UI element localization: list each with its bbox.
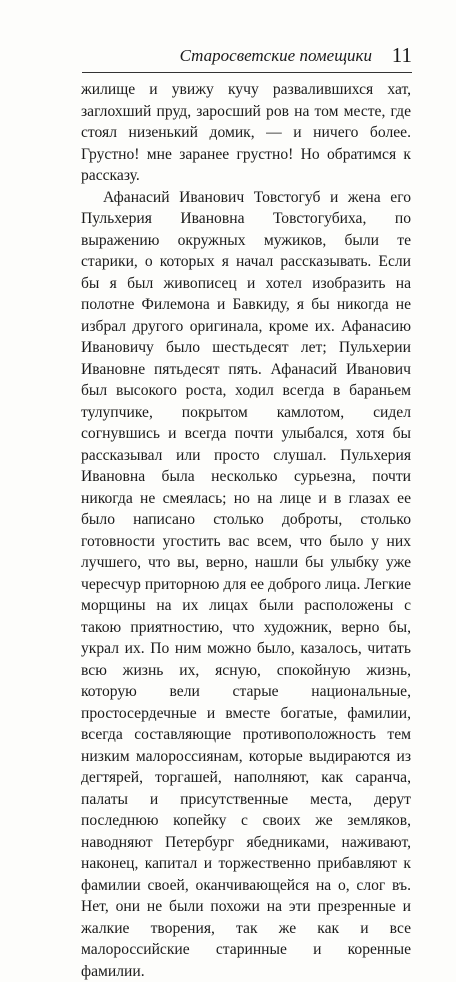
body-text xyxy=(81,79,411,982)
page-number: 11 xyxy=(392,43,412,68)
page-header xyxy=(82,40,412,73)
paragraph-continuation: жилище и увижу кучу развалившихся хат, заглохший пруд, заросший ров на том месте, где стоял низенький домик, — и ничего более. Грустно! мне заранее грустно! Но обратимся к рассказу. xyxy=(81,79,411,187)
paragraph-main: Афанасий Иванович Товстогуб и жена его Пульхерия Ивановна Товстогубиха, по выражению окружных мужиков, были те старики, о которых я начал рассказывать. Если бы я был живописец и хотел изобразить на полотне Филемона и Бавкиду, я бы никогда не избрал другого оригинала, кроме их. Афанасию Ивановичу было шестьдесят лет; Пульхерии Ивановне пятьдесят пять. Афанасий Иванович был высокого роста, ходил всегда в бараньем тулупчике, покрытом камлотом, сидел согнувшись и всегда почти улыбался, хотя бы рассказывал или просто слушал. Пульхерия Ивановна была несколько сурьезна, почти никогда не смеялась; но на лице и в глазах ее было написано столько доброты, столько готовности угостить вас всем, что было у них лучшего, что вы, верно, нашли бы улыбку уже чересчур приторною для ее доброго лица. Легкие морщины на их лицах были расположены с такою приятностию, что художник, верно бы, украл их. По ним можно было, казалось, читать всю жизнь их, ясную, спокойную жизнь, которую вели старые национальные, простосердечные и вместе богатые, фамилии, всегда составляющие противоположность тем низким малороссиянам, которые выдираются из дегтярей, торгашей, наполняют, как саранча, палаты и присутственные места, дерут последнюю копейку с своих же земляков, наводняют Петербург ябедниками, наживают, наконец, капитал и торжественно прибавляют к фамилии своей, оканчивающейся на о, слог въ. Нет, они не были похожи на эти презренные и жалкие творения, так же как и все малороссийские старинные и коренные фамилии. xyxy=(81,187,411,982)
running-title: Старосветские помещики xyxy=(180,46,372,66)
